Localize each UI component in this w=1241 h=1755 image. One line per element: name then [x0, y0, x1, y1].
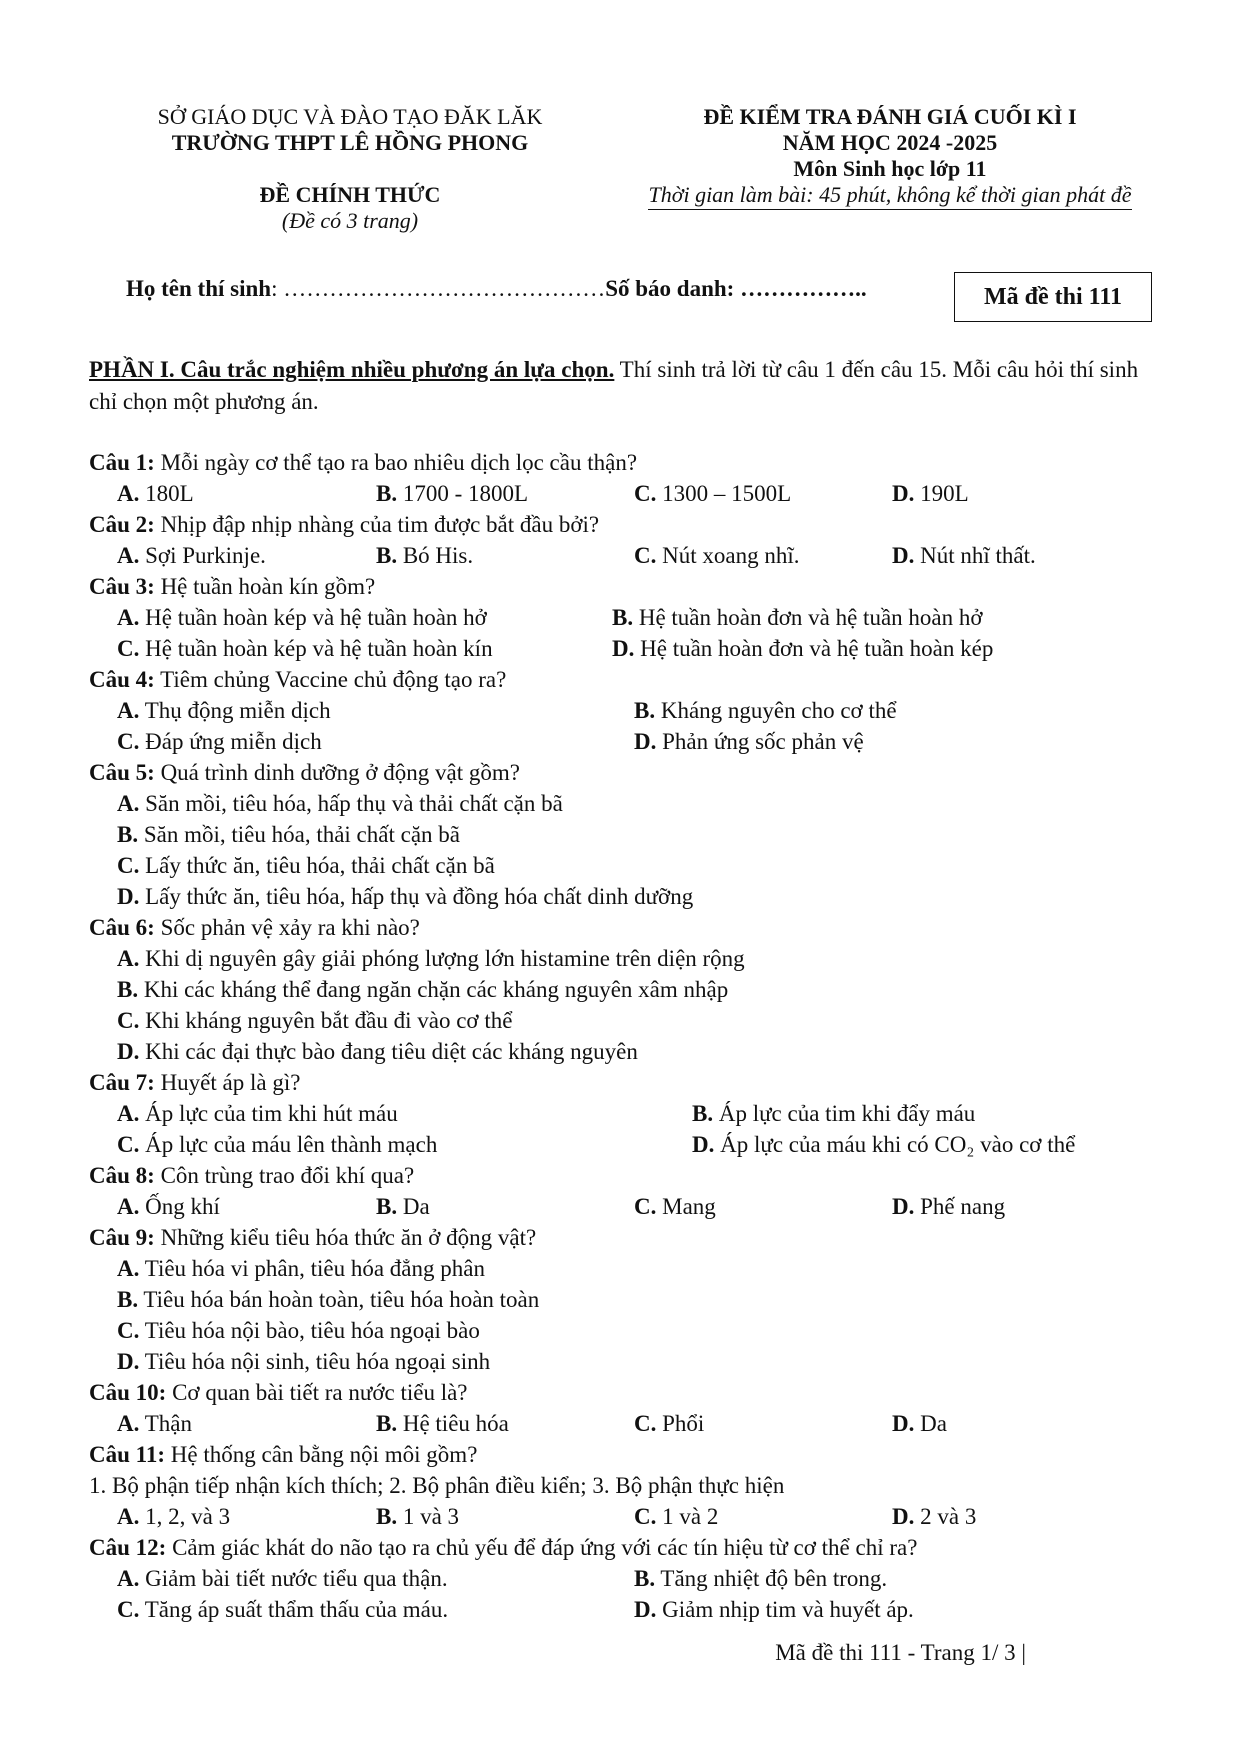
option-key: D. — [634, 729, 657, 754]
option-a — [117, 540, 266, 571]
option-text: Áp lực của tim khi đẩy máu — [713, 1101, 976, 1126]
header-right — [600, 104, 1180, 210]
option-a — [117, 1563, 448, 1594]
student-id-blank: …………….. — [734, 276, 867, 301]
option-text: Khi các đại thực bào đang tiêu diệt các kháng nguyên — [139, 1039, 638, 1064]
option-key: A. — [117, 791, 140, 816]
option-d — [892, 1191, 1005, 1222]
option-text: Mang — [656, 1194, 716, 1219]
option-a — [117, 943, 745, 974]
option-d — [117, 881, 693, 912]
option-text: Sợi Purkinje. — [139, 543, 266, 568]
option-row — [89, 1005, 1169, 1036]
option-text: Áp lực của máu lên thành mạch — [139, 1132, 438, 1157]
question-9 — [89, 1222, 1169, 1377]
option-text: 1700 - 1800L — [397, 481, 529, 506]
option-text: Tiêu hóa nội sinh, tiêu hóa ngoại sinh — [139, 1349, 491, 1374]
option-text: Hệ tiêu hóa — [397, 1411, 509, 1436]
question-number: Câu 2: — [89, 512, 155, 537]
option-b — [634, 695, 897, 726]
option-d — [692, 1129, 1075, 1160]
option-text: Tăng nhiệt độ bên trong. — [655, 1566, 888, 1591]
option-key: D. — [117, 884, 140, 909]
option-key: C. — [634, 1504, 657, 1529]
option-row — [89, 1408, 1169, 1439]
option-c — [117, 633, 493, 664]
option-text: Khi kháng nguyên bắt đầu đi vào cơ thể — [139, 1008, 513, 1033]
question-stem — [89, 912, 1169, 943]
option-a — [117, 1253, 485, 1284]
question-stem — [89, 1532, 1169, 1563]
question-text: Hệ thống cân bằng nội môi gồm? — [165, 1442, 478, 1467]
option-text: 1300 – 1500L — [656, 481, 792, 506]
question-6 — [89, 912, 1169, 1067]
question-number: Câu 11: — [89, 1442, 166, 1467]
question-number: Câu 4: — [89, 667, 155, 692]
option-row — [89, 1563, 1169, 1594]
option-key: C. — [634, 1411, 657, 1436]
option-text: Áp lực của tim khi hút máu — [139, 1101, 398, 1126]
question-text: Nhịp đập nhịp nhàng của tim được bắt đầu bởi? — [154, 512, 600, 537]
school-year: NĂM HỌC 2024 -2025 — [782, 130, 998, 155]
option-text: Săn mồi, tiêu hóa, hấp thụ và thải chất cặn bã — [139, 791, 563, 816]
option-b — [634, 1563, 887, 1594]
exam-title: ĐỀ KIỂM TRA ĐÁNH GIÁ CUỐI KÌ I — [703, 104, 1077, 129]
option-d — [634, 726, 864, 757]
question-4 — [89, 664, 1169, 757]
option-text: Áp lực của máu khi có CO₂ vào cơ thể — [714, 1132, 1076, 1157]
option-key: A. — [117, 1256, 140, 1281]
option-key: D. — [117, 1039, 140, 1064]
question-text: Hệ tuần hoàn kín gồm? — [154, 574, 376, 599]
option-a — [117, 1191, 220, 1222]
option-c — [634, 478, 791, 509]
question-stem — [89, 1067, 1169, 1098]
option-key: B. — [376, 1194, 398, 1219]
header-left — [80, 104, 620, 234]
option-b — [117, 1284, 539, 1315]
option-text: 1 và 2 — [656, 1504, 719, 1529]
question-3 — [89, 571, 1169, 664]
question-number: Câu 1: — [89, 450, 155, 475]
option-key: A. — [117, 946, 140, 971]
option-key: C. — [117, 1597, 140, 1622]
option-text: Giảm nhịp tim và huyết áp. — [656, 1597, 914, 1622]
question-number: Câu 9: — [89, 1225, 155, 1250]
option-c — [634, 1501, 718, 1532]
option-text: Hệ tuần hoàn kép và hệ tuần hoàn kín — [139, 636, 493, 661]
question-1 — [89, 447, 1169, 509]
option-row — [89, 881, 1169, 912]
question-number: Câu 10: — [89, 1380, 167, 1405]
option-b — [692, 1098, 975, 1129]
option-b — [117, 819, 460, 850]
question-text: Cảm giác khát do não tạo ra chủ yếu để đáp ứng với các tín hiệu từ cơ thể chỉ ra? — [166, 1535, 918, 1560]
option-text: Nút nhĩ thất. — [914, 543, 1036, 568]
option-key: D. — [892, 1411, 915, 1436]
option-text: Giảm bài tiết nước tiểu qua thận. — [139, 1566, 448, 1591]
official-label: ĐỀ CHÍNH THỨC — [259, 182, 441, 207]
option-text: Săn mồi, tiêu hóa, thải chất cặn bã — [138, 822, 460, 847]
option-row — [89, 788, 1169, 819]
option-a — [117, 602, 487, 633]
option-a — [117, 1408, 192, 1439]
option-a — [117, 1098, 398, 1129]
option-text: 2 và 3 — [914, 1504, 977, 1529]
option-d — [892, 1408, 947, 1439]
option-a — [117, 788, 563, 819]
option-d — [117, 1346, 490, 1377]
department-name: SỞ GIÁO DỤC VÀ ĐÀO TẠO ĐĂK LĂK — [157, 104, 543, 129]
option-key: D. — [892, 1504, 915, 1529]
option-b — [117, 974, 728, 1005]
option-text: Lấy thức ăn, tiêu hóa, thải chất cặn bã — [139, 853, 495, 878]
option-text: Tiêu hóa vi phân, tiêu hóa đẳng phân — [139, 1256, 485, 1281]
option-row — [89, 726, 1169, 757]
option-text: 190L — [914, 481, 969, 506]
option-key: C. — [117, 729, 140, 754]
option-row — [89, 633, 1169, 664]
option-key: D. — [892, 1194, 915, 1219]
option-row — [89, 695, 1169, 726]
student-name-label: Họ tên thí sinh — [126, 276, 272, 301]
option-d — [892, 1501, 976, 1532]
option-key: B. — [634, 1566, 656, 1591]
option-d — [634, 1594, 914, 1625]
option-b — [376, 478, 528, 509]
option-text: Tiêu hóa nội bào, tiêu hóa ngoại bào — [139, 1318, 480, 1343]
student-id-label: Số báo danh: — [605, 276, 735, 301]
question-2 — [89, 509, 1169, 571]
option-b — [376, 1501, 459, 1532]
option-key: A. — [117, 1504, 140, 1529]
option-text: Bó His. — [397, 543, 474, 568]
exam-code-box — [954, 272, 1152, 322]
option-key: B. — [612, 605, 634, 630]
option-key: B. — [376, 1504, 398, 1529]
option-key: B. — [692, 1101, 714, 1126]
question-stem — [89, 571, 1169, 602]
question-list — [89, 447, 1169, 1625]
question-text: Cơ quan bài tiết ra nước tiểu là? — [166, 1380, 468, 1405]
option-text: Phổi — [656, 1411, 705, 1436]
option-text: Kháng nguyên cho cơ thể — [655, 698, 897, 723]
option-row — [89, 602, 1169, 633]
question-stem — [89, 1377, 1169, 1408]
option-c — [117, 1594, 448, 1625]
page-footer: Mã đề thi 111 - Trang 1/ 3 | — [775, 1640, 1026, 1665]
option-text: Thụ động miễn dịch — [139, 698, 331, 723]
question-number: Câu 3: — [89, 574, 155, 599]
question-stem — [89, 1222, 1169, 1253]
option-key: B. — [117, 822, 139, 847]
option-row — [89, 1129, 1169, 1160]
option-key: B. — [376, 543, 398, 568]
option-key: C. — [634, 543, 657, 568]
question-number: Câu 8: — [89, 1163, 155, 1188]
option-text: Hệ tuần hoàn đơn và hệ tuần hoàn hở — [633, 605, 983, 630]
option-c — [634, 1408, 704, 1439]
option-key: B. — [117, 1287, 139, 1312]
question-number: Câu 5: — [89, 760, 155, 785]
option-b — [376, 1191, 430, 1222]
option-key: A. — [117, 1566, 140, 1591]
option-key: D. — [892, 543, 915, 568]
option-row — [89, 974, 1169, 1005]
option-b — [612, 602, 983, 633]
question-text: Mỗi ngày cơ thể tạo ra bao nhiêu dịch lọc cầu thận? — [154, 450, 638, 475]
option-a — [117, 695, 331, 726]
option-key: C. — [634, 481, 657, 506]
option-row — [89, 1501, 1169, 1532]
option-key: B. — [376, 481, 398, 506]
option-text: 1 và 3 — [397, 1504, 460, 1529]
option-key: C. — [117, 636, 140, 661]
option-c — [117, 1315, 480, 1346]
option-text: Khi các kháng thể đang ngăn chặn các kháng nguyên xâm nhập — [138, 977, 729, 1002]
question-10 — [89, 1377, 1169, 1439]
option-c — [117, 1005, 512, 1036]
option-b — [376, 1408, 509, 1439]
question-8 — [89, 1160, 1169, 1222]
option-key: C. — [117, 853, 140, 878]
question-stem — [89, 664, 1169, 695]
question-stem — [89, 509, 1169, 540]
option-b — [376, 540, 473, 571]
option-key: C. — [117, 1132, 140, 1157]
pages-note: (Đề có 3 trang) — [281, 208, 419, 233]
option-key: C. — [634, 1194, 657, 1219]
exam-code: Mã đề thi 111 — [983, 283, 1122, 310]
option-key: A. — [117, 1194, 140, 1219]
question-text: Côn trùng trao đổi khí qua? — [154, 1163, 415, 1188]
question-12 — [89, 1532, 1169, 1625]
question-text: Quá trình dinh dưỡng ở động vật gồm? — [154, 760, 520, 785]
option-a — [117, 1501, 230, 1532]
option-text: Phế nang — [914, 1194, 1006, 1219]
option-text: Phản ứng sốc phản vệ — [656, 729, 864, 754]
option-key: A. — [117, 605, 140, 630]
question-number: Câu 6: — [89, 915, 155, 940]
duration: Thời gian làm bài: 45 phút, không kể thời gian phát đề — [648, 182, 1131, 210]
question-stem — [89, 1439, 1169, 1470]
option-row — [89, 1036, 1169, 1067]
option-text: 1, 2, và 3 — [139, 1504, 231, 1529]
option-key: D. — [692, 1132, 715, 1157]
option-row — [89, 1098, 1169, 1129]
question-text: Huyết áp là gì? — [154, 1070, 301, 1095]
option-d — [612, 633, 993, 664]
option-text: Hệ tuần hoàn kép và hệ tuần hoàn hở — [139, 605, 487, 630]
option-row — [89, 478, 1169, 509]
student-info-line — [126, 276, 867, 302]
option-key: A. — [117, 698, 140, 723]
option-text: Khi dị nguyên gây giải phóng lượng lớn histamine trên diện rộng — [139, 946, 745, 971]
section-instruction: Thí sinh trả lời từ câu 1 đến câu 15. Mỗi câu hỏi thí sinh chỉ chọn một phương án. — [89, 357, 1139, 414]
option-row — [89, 1284, 1169, 1315]
question-number: Câu 7: — [89, 1070, 155, 1095]
option-c — [117, 1129, 437, 1160]
option-text: Lấy thức ăn, tiêu hóa, hấp thụ và đồng hóa chất dinh dưỡng — [139, 884, 694, 909]
option-c — [117, 726, 322, 757]
option-row — [89, 1346, 1169, 1377]
option-text: Thận — [139, 1411, 192, 1436]
question-text: Sốc phản vệ xảy ra khi nào? — [154, 915, 420, 940]
option-text: Da — [914, 1411, 947, 1436]
question-11 — [89, 1439, 1169, 1532]
question-text: Tiêm chủng Vaccine chủ động tạo ra? — [154, 667, 507, 692]
school-name: TRƯỜNG THPT LÊ HỒNG PHONG — [171, 130, 529, 155]
section-heading — [89, 354, 1159, 418]
option-row — [89, 1315, 1169, 1346]
option-text: 180L — [139, 481, 194, 506]
option-text: Đáp ứng miễn dịch — [139, 729, 322, 754]
question-5 — [89, 757, 1169, 912]
option-key: D. — [892, 481, 915, 506]
question-note: 1. Bộ phận tiếp nhận kích thích; 2. Bộ phân điều kiển; 3. Bộ phận thực hiện — [89, 1473, 785, 1498]
option-text: Da — [397, 1194, 430, 1219]
option-row — [89, 819, 1169, 850]
question-text: Những kiểu tiêu hóa thức ăn ở động vật? — [154, 1225, 537, 1250]
option-key: B. — [376, 1411, 398, 1436]
option-d — [117, 1036, 638, 1067]
subject: Môn Sinh học lớp 11 — [793, 156, 987, 181]
option-text: Tiêu hóa bán hoàn toàn, tiêu hóa hoàn toàn — [138, 1287, 540, 1312]
option-text: Nút xoang nhĩ. — [656, 543, 800, 568]
option-row — [89, 1594, 1169, 1625]
option-c — [634, 1191, 716, 1222]
option-text: Tăng áp suất thẩm thấu của máu. — [139, 1597, 449, 1622]
option-a — [117, 478, 194, 509]
option-key: D. — [612, 636, 635, 661]
option-key: C. — [117, 1318, 140, 1343]
option-key: B. — [634, 698, 656, 723]
option-row — [89, 850, 1169, 881]
question-stem — [89, 1160, 1169, 1191]
option-text: Ống khí — [139, 1194, 220, 1219]
option-row — [89, 1253, 1169, 1284]
option-d — [892, 478, 969, 509]
student-name-blank: : …………………………………… — [271, 276, 606, 301]
option-d — [892, 540, 1036, 571]
option-text: Hệ tuần hoàn đơn và hệ tuần hoàn kép — [634, 636, 994, 661]
option-key: A. — [117, 1101, 140, 1126]
option-key: D. — [634, 1597, 657, 1622]
question-stem — [89, 757, 1169, 788]
option-key: B. — [117, 977, 139, 1002]
option-row — [89, 540, 1169, 571]
section-title: PHẦN I. Câu trắc nghiệm nhiều phương án lựa chọn. — [89, 357, 615, 382]
question-stem — [89, 447, 1169, 478]
option-key: A. — [117, 543, 140, 568]
question-number: Câu 12: — [89, 1535, 167, 1560]
option-key: A. — [117, 1411, 140, 1436]
option-key: C. — [117, 1008, 140, 1033]
option-c — [117, 850, 495, 881]
question-7 — [89, 1067, 1169, 1160]
option-c — [634, 540, 799, 571]
option-key: D. — [117, 1349, 140, 1374]
option-row — [89, 1191, 1169, 1222]
option-key: A. — [117, 481, 140, 506]
option-row — [89, 943, 1169, 974]
